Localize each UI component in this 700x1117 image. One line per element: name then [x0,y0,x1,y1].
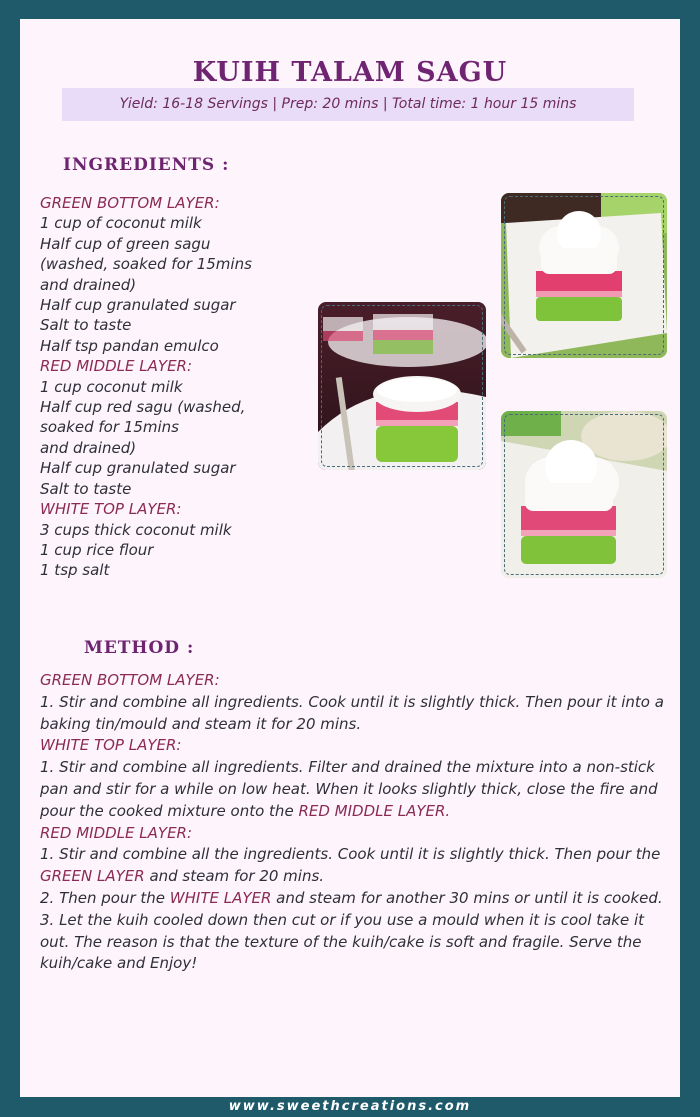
method-heading: METHOD : [84,638,195,658]
step-highlight: GREEN LAYER [40,867,145,886]
list-item: 1 tsp salt [40,561,110,580]
list-item: Half cup of green sagu [40,234,211,253]
step-text: and steam for 20 mins. [144,867,325,886]
list-item: Salt to taste [40,479,132,498]
method-step [40,844,665,888]
list-item: Half cup granulated sugar [40,459,236,478]
website-footer: www.sweethcreations.com [228,1099,472,1114]
green-layer-heading: GREEN BOTTOM LAYER: [40,194,220,212]
yield-info-bar: Yield: 16-18 Servings | Prep: 20 mins | Total time: 1 hour 15 mins [62,88,634,121]
list-item: 1 cup of coconut milk [40,214,202,233]
list-item: Half cup granulated sugar [40,296,236,315]
list-item: 3 cups thick coconut milk [40,520,232,539]
step-text: 1. Stir and combine all the ingredients. Cook until it is slightly thick. Then pour the [40,845,661,864]
list-item: (washed, soaked for 15mins [40,255,252,274]
list-item: 1 cup coconut milk [40,377,183,396]
kuih-plate-image [501,193,667,358]
list-item: and drained) [40,275,137,294]
step-text: 1. Stir and combine all ingredients. Filter and drained the mixture into a non-stick pan and stir for a while on low heat. When it looks slightly thick, close the fire and pour the cooked mixture onto the [40,758,658,820]
red-layer-heading: RED MIDDLE LAYER: [40,357,193,376]
list-item: 1 cup rice flour [40,540,154,559]
step-highlight: RED MIDDLE LAYER. [298,801,451,820]
list-item: and drained) [40,438,137,457]
ingredients-heading: INGREDIENTS : [63,155,230,175]
method-step [40,888,665,910]
method-step: 1. Stir and combine all ingredients. Cook until it is slightly thick. Then pour it into a baking tin/mould and steam it for 20 mins. [40,692,664,733]
list-item: soaked for 15mins [40,418,179,437]
step-highlight: WHITE LAYER [169,888,272,907]
list-item: Salt to taste [40,316,132,335]
list-item: Half cup red sagu (washed, [40,398,246,417]
kuih-photo-bottom [501,411,667,578]
method-white-heading: WHITE TOP LAYER: [40,736,182,755]
ingredients-list [40,193,300,581]
kuih-photo-top [501,193,667,358]
method-green-heading: GREEN BOTTOM LAYER: [40,671,220,689]
method-step [40,757,665,822]
kuih-plate-image [501,411,667,578]
method-text [40,670,665,975]
recipe-card [20,19,680,1097]
method-red-heading: RED MIDDLE LAYER: [40,823,193,842]
kuih-plate-image [318,302,486,470]
step-text: 2. Then pour the [40,888,170,907]
list-item: Half tsp pandan emulco [40,336,219,355]
method-step: 3. Let the kuih cooled down then cut or if you use a mould when it is cool take it out. The reason is that the texture of the kuih/cake is soft and fragile. Serve the kuih/cake and Enjoy! [40,910,645,973]
recipe-title: KUIH TALAM SAGU [192,57,508,88]
step-text: and steam for another 30 mins or until it is cooked. [271,888,663,907]
white-layer-heading: WHITE TOP LAYER: [40,500,182,519]
kuih-photo-center [318,302,486,470]
